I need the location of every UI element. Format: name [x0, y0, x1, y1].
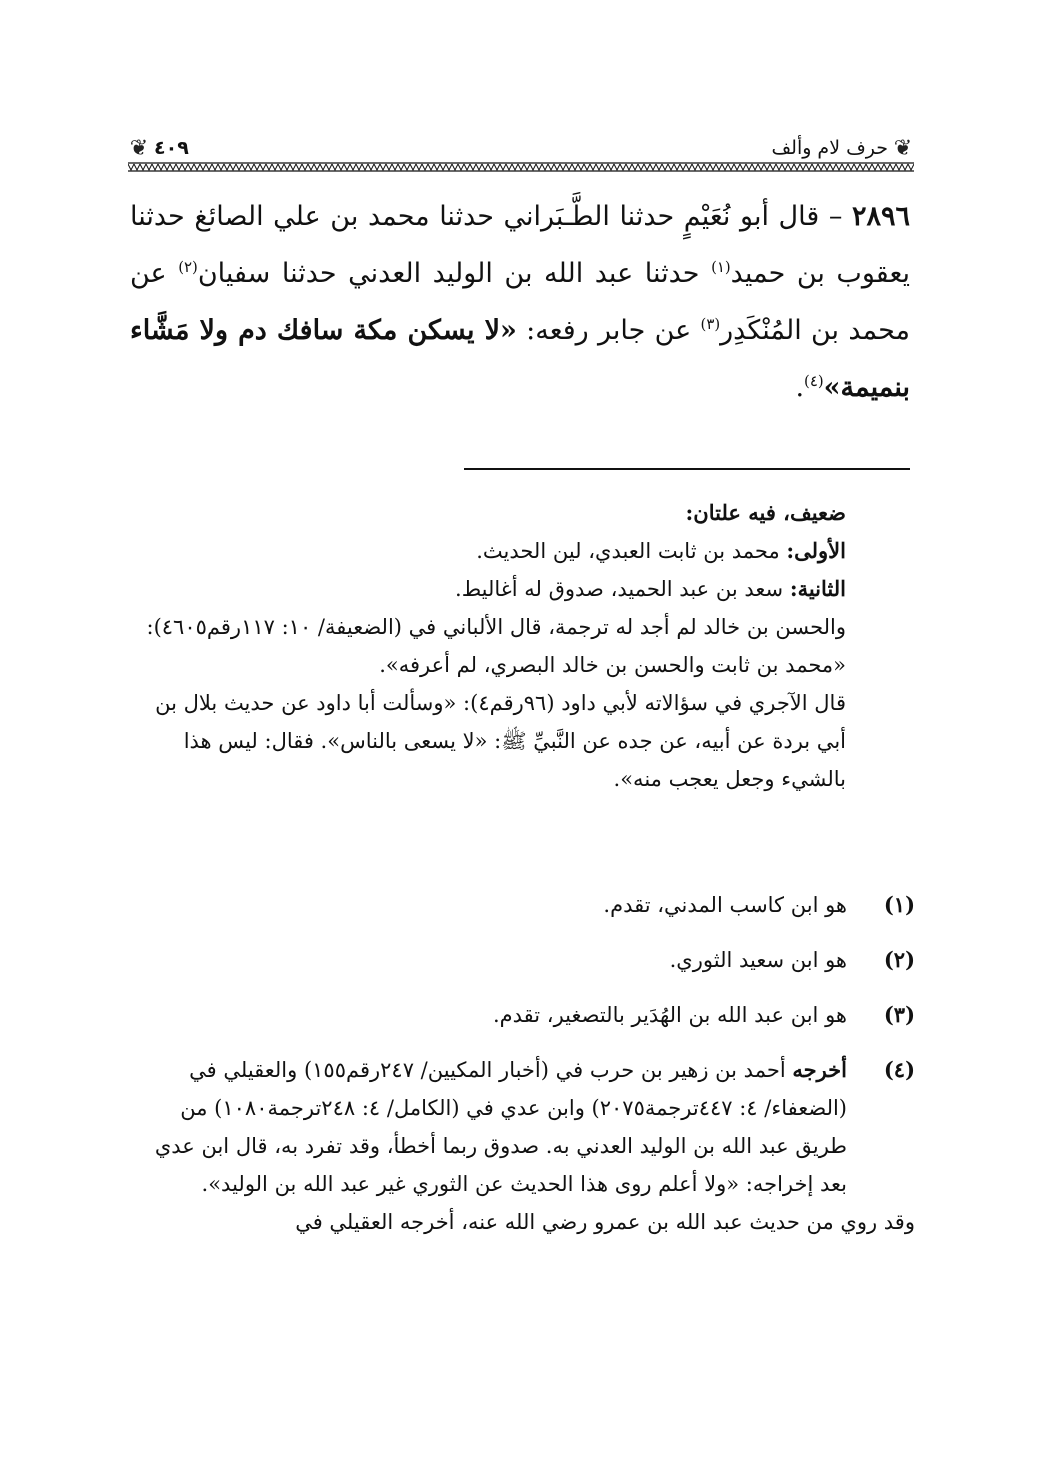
- hadith-matn: «لا يسكن مكة سافك دم ولا مَشَّاء بنميمة»: [130, 315, 910, 403]
- isnad-part-2: حدثنا يعقوب بن حميد: [130, 201, 911, 289]
- first-defect-label: الأولى:: [786, 538, 846, 563]
- second-defect: [130, 570, 846, 608]
- continuation-bold: أخرجه: [399, 1210, 455, 1234]
- grade-line: ضعيف، فيه علتان:: [685, 500, 846, 525]
- hadith-number: ٢٨٩٦: [851, 201, 910, 232]
- page-number: ٤٠٩: [154, 137, 189, 159]
- footnote-2: [130, 941, 915, 979]
- isnad-part-1: قال أبو نُعَيْمٍ حدثنا الطَّـبَراني حدثنا محمد بن علي الصائغ: [194, 201, 820, 232]
- header-rule: [128, 162, 914, 172]
- footnote-ref-1[interactable]: (١): [711, 258, 731, 276]
- footnote-ref-2[interactable]: (٢): [178, 258, 198, 276]
- footnote-1: [130, 886, 915, 924]
- footnote-4: [130, 1051, 915, 1203]
- footnote-continuation: [130, 1203, 915, 1241]
- continuation-text: وقد روي من حديث عبد الله بن عمرو رضي الله عنه،: [461, 1210, 915, 1234]
- ajurri-paragraph: قال الآجري في سؤالاته لأبي داود (٩٦رقم٤): «وسألت أبا داود عن حديث بلال بن أبي بردة عن أبيه، عن جده عن النَّبيِّ ﷺ: «لا يسعى بالناس». فقال: ليس هذا بالشيء وجعل يعجب منه».: [155, 691, 846, 791]
- isnad-part-5: عن جابر رفعه:: [526, 315, 692, 346]
- footnote-ref-4[interactable]: (٤): [804, 372, 824, 390]
- continuation-text-2: العقيلي في: [295, 1210, 394, 1234]
- hadith-end: .: [795, 372, 805, 403]
- footnotes: [130, 886, 915, 1241]
- footnote-number: (١): [883, 892, 915, 917]
- commentary: [130, 494, 846, 798]
- footnote-lead: أخرجه: [792, 1057, 847, 1082]
- footnote-separator: [464, 468, 910, 470]
- footnote-text: هو ابن كاسب المدني، تقدم.: [603, 893, 847, 917]
- isnad-part-3: حدثنا عبد الله بن الوليد العدني حدثنا سفيان: [197, 258, 700, 289]
- second-defect-text: سعد بن عبد الحميد، صدوق له أغاليط.: [455, 577, 784, 601]
- header-ornament-left-icon: ❦: [129, 136, 149, 161]
- second-defect-label: الثانية:: [789, 576, 846, 601]
- footnote-3: [130, 996, 915, 1034]
- header-ornament-right-icon: ❦: [893, 136, 913, 161]
- isnad-part-4: عن محمد بن المُنْكَدِر: [130, 258, 911, 346]
- footnote-number: (٣): [883, 1002, 915, 1027]
- footnote-ref-3[interactable]: (٣): [700, 315, 721, 333]
- footnote-text: أحمد بن زهير بن حرب في (أخبار المكيين/ ٢٤٧رقم١٥٥) والعقيلي في (الضعفاء/ ٤: ٤٤٧ترجمة٢٠٧٥) وابن عدي في (الكامل/ ٤: ٢٤٨ترجمة١٠٨٠) من طريق عبد الله بن الوليد العدني به. صدوق ربما أخطأ، وقد تفرد به، قال ابن عدي بعد إخراجه: «ولا أعلم روى هذا الحديث عن الثوري غير عبد الله بن الوليد».: [154, 1058, 847, 1196]
- first-defect-text: محمد بن ثابت العبدي، لين الحديث.: [476, 539, 780, 563]
- footnote-number: (٢): [883, 947, 915, 972]
- hasan-paragraph: والحسن بن خالد لم أجد له ترجمة، قال الألباني في (الضعيفة/ ١٠: ١١٧رقم٤٦٠٥): «محمد بن ثابت والحسن بن خالد البصري، لم أعرفه».: [146, 615, 846, 677]
- hadith-dash: –: [828, 201, 843, 232]
- chapter-title: حرف لام وألف: [771, 137, 888, 159]
- running-header: [128, 135, 914, 175]
- footnote-text: هو ابن سعيد الثوري.: [669, 948, 847, 972]
- first-defect: [130, 532, 846, 570]
- footnote-text: هو ابن عبد الله بن الهُدَير بالتصغير، تقدم.: [492, 1003, 847, 1027]
- hadith-text: [130, 188, 910, 416]
- footnote-number: (٤): [883, 1057, 915, 1082]
